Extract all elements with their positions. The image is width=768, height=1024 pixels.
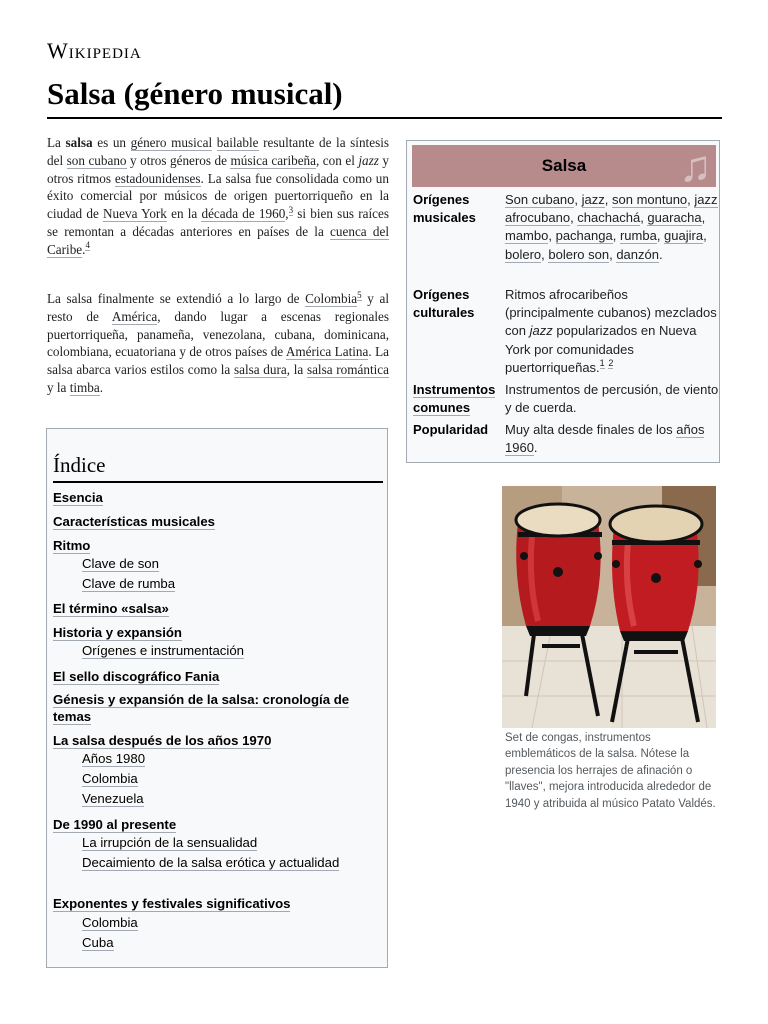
intro-paragraph-1 bbox=[47, 134, 389, 259]
link-guaracha[interactable]: guaracha bbox=[647, 210, 702, 226]
bold-term: salsa bbox=[65, 135, 93, 150]
text: , la bbox=[286, 362, 307, 378]
link-salsa-dura[interactable]: salsa dura bbox=[233, 362, 287, 378]
toc-link[interactable]: De 1990 al presente bbox=[53, 817, 177, 832]
link-bolero-son[interactable]: bolero son bbox=[548, 246, 610, 262]
reference-4[interactable]: 4 bbox=[85, 240, 90, 251]
toc-item[interactable] bbox=[82, 835, 383, 852]
toc-item[interactable] bbox=[53, 896, 383, 913]
toc-link[interactable]: La salsa después de los años 1970 bbox=[53, 733, 272, 748]
italic-term: jazz bbox=[358, 152, 379, 168]
infobox-value bbox=[505, 191, 719, 264]
text: La salsa finalmente se extendió a lo largo de bbox=[47, 291, 306, 306]
toc-item[interactable] bbox=[82, 935, 383, 952]
reference-1[interactable]: 1 bbox=[599, 358, 605, 369]
link-mambo[interactable]: mambo bbox=[505, 228, 549, 244]
toc-link[interactable]: Colombia bbox=[82, 915, 138, 930]
link-jazz-afrocubano[interactable]: jazz afrocubano bbox=[505, 192, 718, 226]
toc-link[interactable]: Decaimiento de la salsa erótica y actualidad bbox=[82, 855, 340, 870]
separator: , bbox=[570, 210, 578, 226]
toc-item[interactable] bbox=[53, 817, 383, 834]
italic-term: jazz bbox=[529, 323, 553, 339]
separator: , bbox=[687, 192, 695, 207]
toc-item[interactable] bbox=[53, 601, 383, 618]
separator: , bbox=[609, 246, 617, 262]
toc-item[interactable] bbox=[53, 538, 383, 555]
link-jazz[interactable]: jazz bbox=[581, 192, 605, 207]
link-bolero[interactable]: bolero bbox=[505, 246, 542, 262]
text: y otros ritmos bbox=[47, 152, 390, 186]
label-text: Orígenes bbox=[413, 287, 470, 302]
right-conga-head bbox=[610, 506, 702, 542]
congas-illustration bbox=[502, 486, 716, 728]
text: popularizados en Nueva York por comunidades puertorriqueñas. bbox=[505, 323, 697, 375]
link-cuenca-caribe[interactable]: cuenca del Caribe bbox=[47, 223, 389, 257]
link-colombia[interactable]: Colombia bbox=[305, 291, 358, 306]
text: , con el bbox=[316, 152, 359, 168]
title-divider bbox=[47, 117, 722, 119]
toc-link[interactable]: El sello discográfico Fania bbox=[53, 669, 220, 684]
infobox-value bbox=[505, 286, 719, 377]
link-rumba[interactable]: rumba bbox=[619, 228, 657, 244]
text: . bbox=[99, 379, 104, 395]
text: . bbox=[82, 241, 86, 257]
table-of-contents bbox=[46, 428, 388, 968]
toc-item[interactable] bbox=[82, 915, 383, 932]
left-conga-head bbox=[516, 504, 600, 536]
separator: , bbox=[656, 228, 665, 244]
text: . La salsa fue consolidada como un éxito comercial por músicos de origen puertorriqueño en la ciudad de bbox=[47, 170, 389, 222]
infobox-header bbox=[412, 145, 716, 187]
text: es un bbox=[92, 135, 131, 150]
toc-item[interactable] bbox=[82, 751, 383, 768]
link-son-cubano[interactable]: Son cubano bbox=[505, 192, 575, 207]
infobox-value: Instrumentos de percusión, de viento y de cuerda. bbox=[505, 382, 719, 416]
text: resultante de la síntesis del bbox=[47, 135, 389, 168]
link-guajira[interactable]: guajira bbox=[664, 228, 704, 244]
text: , dando lugar a escenas regionales puertorriqueña, panameña, venezolana, cubana, dominicana, colombiana, ecuatoriana y de otros países de bbox=[47, 308, 389, 360]
toc-item[interactable] bbox=[82, 855, 383, 872]
link-salsa-romantica[interactable]: salsa romántica bbox=[306, 362, 389, 378]
separator: , bbox=[604, 192, 612, 207]
link-pachanga[interactable]: pachanga bbox=[555, 228, 613, 244]
toc-item[interactable] bbox=[53, 669, 383, 686]
toc-title: Índice bbox=[53, 453, 106, 477]
text: Muy alta desde finales de los bbox=[505, 422, 677, 437]
text: y al resto de bbox=[47, 291, 389, 324]
toc-link[interactable]: Características musicales bbox=[53, 514, 216, 529]
link-instrumentos[interactable]: Instrumentos bbox=[413, 382, 496, 397]
text: en la bbox=[166, 206, 202, 222]
toc-item[interactable] bbox=[53, 692, 383, 725]
toc-item[interactable] bbox=[53, 733, 383, 750]
separator: , bbox=[640, 210, 648, 226]
link-america[interactable]: América bbox=[111, 308, 158, 324]
toc-item[interactable] bbox=[53, 625, 383, 642]
text: . La salsa abarca varios estilos como la bbox=[47, 344, 389, 378]
toc-item[interactable] bbox=[53, 490, 383, 507]
label-text: culturales bbox=[413, 305, 475, 321]
toc-item[interactable] bbox=[82, 556, 383, 573]
separator: , bbox=[548, 228, 556, 244]
toc-link[interactable]: El término «salsa» bbox=[53, 601, 169, 616]
link-america-latina[interactable]: América Latina bbox=[285, 344, 369, 360]
toc-link[interactable]: Cuba bbox=[82, 935, 114, 950]
link-son-cubano[interactable]: son cubano bbox=[66, 152, 127, 168]
infobox-value bbox=[505, 421, 719, 457]
link-nueva-york[interactable]: Nueva York bbox=[103, 206, 167, 222]
reference-3[interactable]: 3 bbox=[288, 204, 294, 215]
wikipedia-logo[interactable]: Wikipedia bbox=[47, 38, 142, 63]
toc-link[interactable]: Clave de son bbox=[82, 556, 159, 571]
toc-item[interactable] bbox=[82, 771, 383, 788]
link-bailable[interactable]: bailable bbox=[216, 135, 259, 150]
toc-divider bbox=[53, 481, 383, 483]
link-danzon[interactable]: danzón bbox=[616, 246, 659, 262]
toc-link[interactable]: Ritmo bbox=[53, 538, 91, 553]
toc-link[interactable]: Colombia bbox=[82, 771, 138, 786]
text: Ritmos afrocaribeños (principalmente cubanos) mezclados con bbox=[505, 287, 717, 339]
link-decada-1960[interactable]: década de 1960 bbox=[201, 206, 286, 222]
toc-link[interactable]: Historia y expansión bbox=[53, 625, 182, 640]
music-note-icon: ♫ bbox=[679, 145, 712, 187]
link-genero-musical[interactable]: género musical bbox=[130, 135, 213, 150]
infobox-label: Popularidad bbox=[413, 422, 489, 437]
text: y otros géneros de bbox=[126, 152, 231, 168]
link-estadounidenses[interactable]: estadounidenses bbox=[114, 170, 201, 186]
link-musica-caribena[interactable]: música caribeña bbox=[230, 152, 316, 168]
toc-item[interactable] bbox=[82, 576, 383, 593]
infobox bbox=[406, 140, 720, 463]
text: y la bbox=[47, 379, 70, 395]
link-timba[interactable]: timba bbox=[69, 379, 100, 395]
toc-link[interactable]: Años 1980 bbox=[82, 751, 146, 766]
text: . bbox=[533, 440, 538, 456]
congas-image[interactable] bbox=[502, 486, 716, 728]
reference-5[interactable]: 5 bbox=[357, 289, 362, 300]
infobox-label bbox=[413, 191, 503, 227]
toc-item[interactable] bbox=[82, 791, 383, 808]
toc-link[interactable]: Génesis y expansión de la salsa: cronología de temas bbox=[53, 692, 350, 724]
page-title: Salsa (género musical) bbox=[47, 76, 343, 111]
separator: , bbox=[703, 228, 707, 244]
text: La bbox=[47, 135, 66, 150]
toc-item[interactable] bbox=[53, 514, 383, 531]
infobox-label bbox=[413, 381, 503, 417]
link-comunes[interactable]: comunes bbox=[413, 400, 471, 416]
intro-paragraph-2 bbox=[47, 290, 389, 397]
figure-caption: Set de congas, instrumentos emblemáticos de la salsa. Nótese la presencia los herrajes de afinación o "llaves", mejora introducida alrededor de 1940 y atribuida al músico Patato Valdés. bbox=[505, 732, 716, 810]
reference-2[interactable]: 2 bbox=[608, 358, 614, 369]
toc-link[interactable]: La irrupción de la sensualidad bbox=[82, 835, 258, 850]
text: , bbox=[285, 206, 289, 222]
separator: . bbox=[658, 246, 663, 262]
text: si bien sus raíces se remontan a décadas anteriores en países de la bbox=[47, 206, 389, 239]
toc-link[interactable]: Venezuela bbox=[82, 791, 144, 806]
toc-link[interactable]: Esencia bbox=[53, 490, 103, 505]
toc-link[interactable]: Exponentes y festivales significativos bbox=[53, 896, 291, 911]
toc-item[interactable] bbox=[82, 643, 383, 660]
separator: , bbox=[541, 246, 549, 262]
toc-link[interactable]: Orígenes e instrumentación bbox=[82, 643, 244, 658]
separator: , bbox=[612, 228, 620, 244]
label-text: musicales bbox=[413, 210, 476, 226]
link-son-montuno[interactable]: son montuno bbox=[612, 192, 688, 207]
infobox-label bbox=[413, 286, 503, 322]
separator: , bbox=[574, 192, 582, 207]
link-anos-1960[interactable]: años 1960 bbox=[505, 422, 705, 456]
infobox-title: Salsa bbox=[541, 156, 587, 175]
separator: , bbox=[701, 210, 706, 226]
toc-link[interactable]: Clave de rumba bbox=[82, 576, 176, 591]
link-chachacha[interactable]: chachachá bbox=[577, 210, 641, 226]
label-text: Orígenes bbox=[413, 192, 470, 207]
